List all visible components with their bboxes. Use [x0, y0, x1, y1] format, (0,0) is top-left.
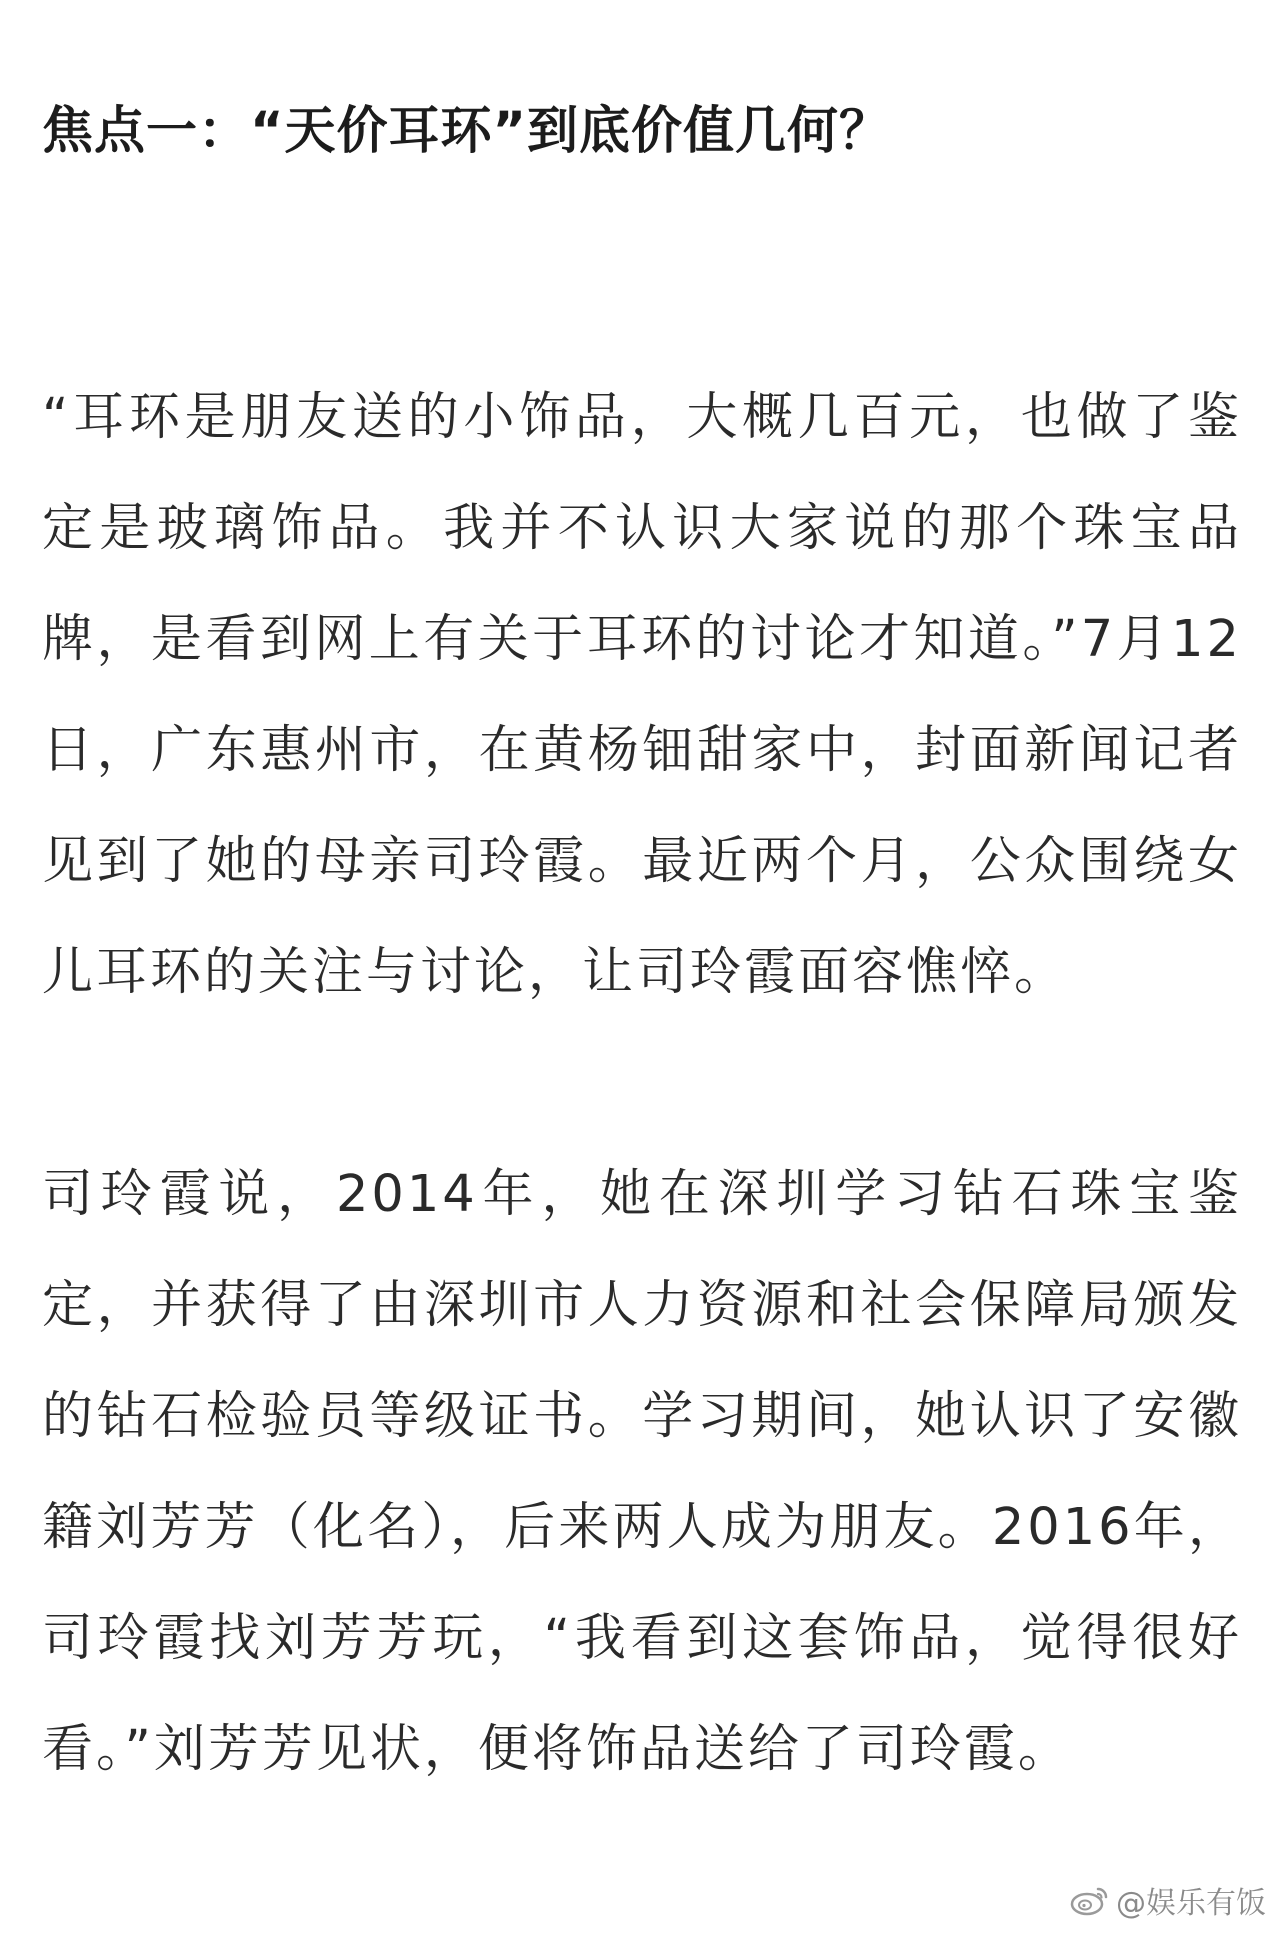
watermark: [1070, 1878, 1266, 1922]
article-paragraph-2: 司玲霞说，2014年，她在深圳学习钻石珠宝鉴定，并获得了由深圳市人力资源和社会保障局颁发的钻石检验员等级证书。学习期间，她认识了安徽籍刘芳芳（化名），后来两人成为朋友。2016年，司玲霞找刘芳芳玩，“我看到这套饰品，觉得很好看。”刘芳芳见状，便将饰品送给了司玲霞。: [42, 1165, 1242, 1779]
weibo-icon: [1070, 1883, 1110, 1917]
article-paragraph-1: “耳环是朋友送的小饰品，大概几百元，也做了鉴定是玻璃饰品。我并不认识大家说的那个珠宝品牌，是看到网上有关于耳环的讨论才知道。”7月12日，广东惠州市，在黄杨钿甜家中，封面新闻记者见到了她的母亲司玲霞。最近两个月，公众围绕女儿耳环的关注与讨论，让司玲霞面容憔悴。: [42, 388, 1242, 1002]
article-heading: 焦点一：“天价耳环”到底价值几何？: [42, 102, 892, 161]
watermark-text: @娱乐有饭: [1116, 1886, 1266, 1921]
